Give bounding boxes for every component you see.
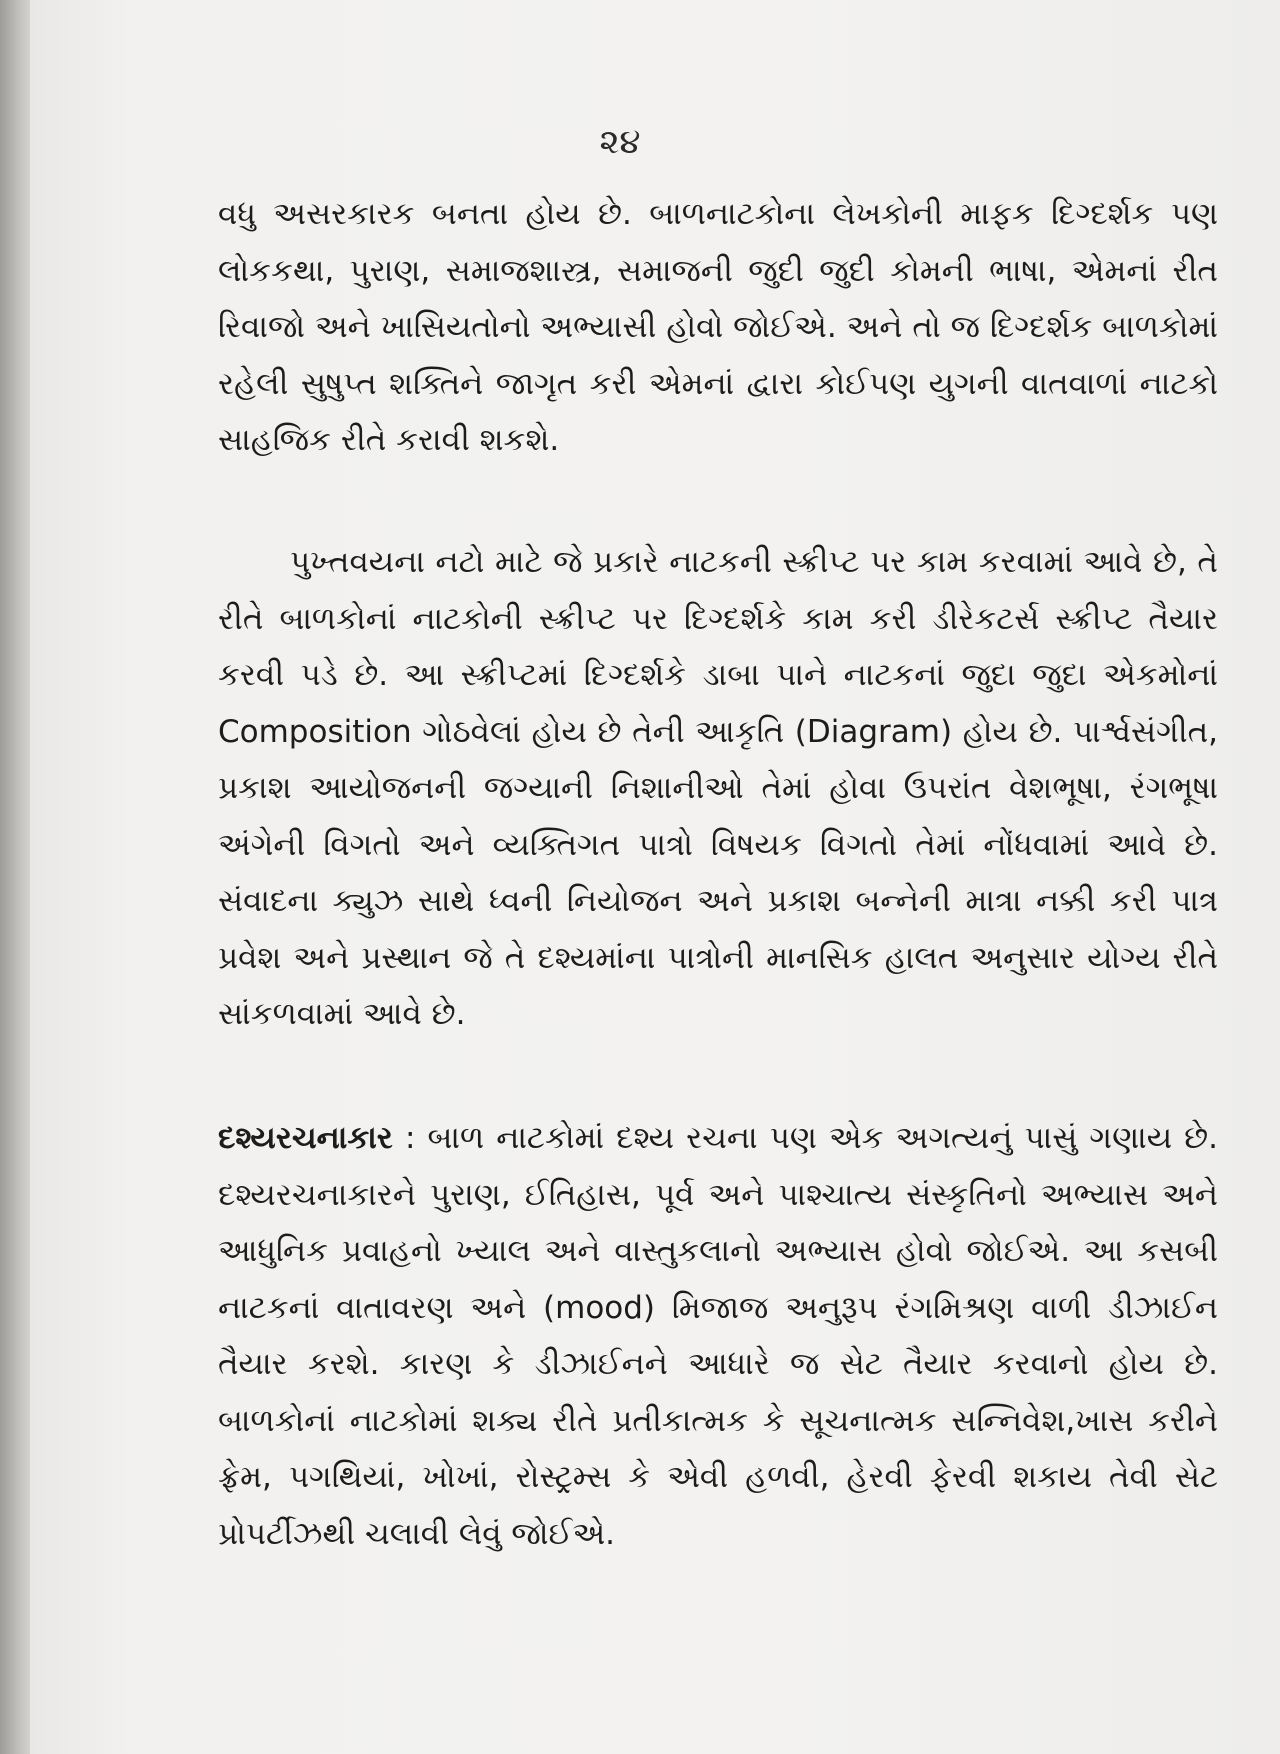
section-text: : બાળ નાટકોમાં દશ્ય રચના પણ એક અગત્યનું પાસું ગણાય છે. દશ્યરચનાકારને પુરાણ, ઈતિહાસ, પૂર્વ અને પાશ્ચાત્ય સંસ્કૃતિનો અભ્યાસ અને આધુનિક પ્રવાહનો ખ્યાલ અને વાસ્તુકલાનો અભ્યાસ હોવો જોઈએ. આ કસબી નાટકનાં વાતાવરણ અને (mood) મિજાજ અનુરૂપ રંગમિશ્રણ વાળી ડીઝાઈન તૈયાર કરશે. કારણ કે ડીઝાઈનને આધારે જ સેટ તૈયાર કરવાનો હોય છે. બાળકોનાં નાટકોમાં શક્ય રીતે પ્રતીકાત્મક કે સૂચનાત્મક સન્નિવેશ,ખાસ કરીને ફ્રેમ, પગથિયાં, ખોખાં, રોસ્ટ્રમ્સ કે એવી હળવી, હેરવી ફેરવી શકાય તેવી સેટ પ્રોપર્ટીઝથી ચલાવી લેવું જોઈએ. [218,1120,1218,1552]
paragraph-2: પુખ્તવયના નટો માટે જે પ્રકારે નાટકની સ્ક્રીપ્ટ પર કામ કરવામાં આવે છે, તે રીતે બાળકોનાં નાટકોની સ્ક્રીપ્ટ પર દિગ્દર્શકે કામ કરી ડીરેકટર્સ સ્ક્રીપ્ટ તૈયાર કરવી પડે છે. આ સ્ક્રીપ્ટમાં દિગ્દર્શકે ડાબા પાને નાટકનાં જુદા જુદા એકમોનાં Composition ગોઠવેલાં હોય છે તેની આકૃતિ (Diagram) હોય છે. પાર્શ્વસંગીત, પ્રકાશ આયોજનની જગ્યાની નિશાનીઓ તેમાં હોવા ઉપરાંત વેશભૂષા, રંગભૂષા અંગેની વિગતો અને વ્યક્તિગત પાત્રો વિષયક વિગતો તેમાં નોંધવામાં આવે છે. સંવાદના ક્યુઝ સાથે ધ્વની નિયોજન અને પ્રકાશ બન્નેની માત્રા નક્કી કરી પાત્ર પ્રવેશ અને પ્રસ્થાન જે તે દશ્યમાંના પાત્રોની માનસિક હાલત અનુસાર યોગ્ય રીતે સાંકળવામાં આવે છે. [218,544,1218,1032]
paragraph-scene-designer [218,1110,1218,1562]
paragraph-1: વધુ અસરકારક બનતા હોય છે. બાળનાટકોના લેખકોની માફક દિગ્દર્શક પણ લોકકથા, પુરાણ, સમાજશાસ્ત્ર, સમાજની જુદી જુદી કોમની ભાષા, એમનાં રીત રિવાજો અને ખાસિયતોનો અભ્યાસી હોવો જોઈએ. અને તો જ દિગ્દર્શક બાળકોમાં રહેલી સુષુપ્ત શક્તિને જાગૃત કરી એમનાં દ્વારા કોઈપણ યુગની વાતવાળાં નાટકો સાહજિક રીતે કરાવી શકશે. [218,196,1218,458]
section-term: દશ્યરચનાકાર [218,1120,393,1156]
book-page [30,0,1280,1754]
page-number: ૨૪ [599,122,641,162]
